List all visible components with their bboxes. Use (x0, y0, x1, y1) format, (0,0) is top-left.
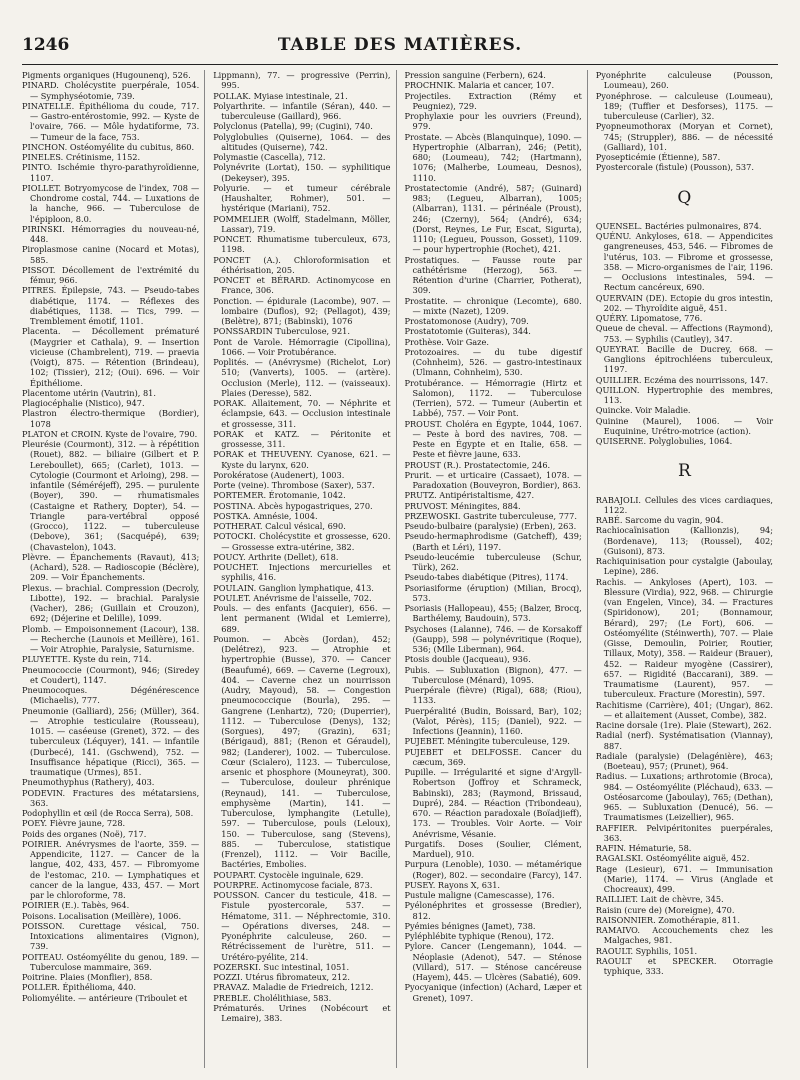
index-entry: Plastron électro-thermique (Bordier), 1078 (22, 408, 200, 429)
index-entry: POZZI. Utérus fibromateux, 212. (213, 972, 350, 982)
page-header (22, 30, 778, 60)
index-entry: Prophylaxie pour les ouvriers (Freund), 979. (404, 111, 582, 132)
index-entry: QUENSEL. Bactéries pulmonaires, 874. (595, 220, 762, 231)
index-entry: PODEVIN. Fractures des métatarsiens, 363. (22, 787, 200, 808)
index-entry: Radiale (paralysie) (Delagénière), 463; (Boeteau), 957; (Prunet), 964. (595, 750, 773, 771)
index-entry: PINTO. Ischémie thyro-parathyroïdienne, 1107. (22, 162, 200, 183)
index-entry: Pupille. — Irrégularité et signe d'Argyll-Robertson (Joffroy et Schrameck, Babinski), 283; (Raymond, Brissaud, Dupré), 284. — Réaction (Tribondeau), 670. — Réaction paradoxale (Boïadjieff), 173. — Troubles. Voir Aorte. — Voir Anévrisme, Vésanie. (404, 767, 582, 839)
index-entry: PORAK et KATZ. — Péritonite et grossesse, 311. (213, 428, 391, 449)
index-entry: Queue de cheval. — Affections (Raymond), 753. — Syphilis (Cautley), 347. (595, 323, 773, 344)
section-letter: R (677, 461, 691, 482)
index-entry: Rage (Lesieur), 671. — Immunisation (Marie), 1174. — Virus (Anglade et Chocreaux), 499. (595, 863, 773, 894)
index-entry: Protubérance. — Hémorragie (Hirtz et Salomon), 1172. — Tuberculose (Terrien), 572. — Tumeur (Aubertin et Labbé), 757. — Voir Pont. (404, 377, 582, 419)
index-entry: Pneumonie (Galliard), 256; (Müller), 364. — Atrophie testiculaire (Rousseau), 1015. — caséeuse (Grenet), 372. — des tuberculeux (Léquyer), 141. — infantile (Durbecé), 141. (Gschwend), 752. — Insuffisance hépatique (Ricci), 365. — traumatique (Urmes), 851. (22, 705, 200, 777)
header-rule (22, 64, 778, 65)
index-entry: RABAJOLI. Cellules des vices cardiaques, 1122. (595, 494, 773, 515)
index-entry: Pyonéphrose. — calculeuse (Loumeau), 189; (Tuffier et Desforses), 1175. — tuberculeuse (Carlier), 32. (595, 90, 773, 121)
index-entry: PIRINSKI. Hémorragies du nouveau-né, 448. (22, 223, 200, 244)
index-entry: Prostatiques. — Fausse route par cathétérisme (Herzog), 563. — Rétention d'urine (Charrier, Potherat), 309. (404, 254, 582, 296)
index-entry: QUÉRY. Lipomatose, 776. (595, 313, 703, 323)
index-entry: Rachiocaïnisation (Kallionzis), 94; (Bordenave), 113; (Roussel), 402; (Guisoni), 873. (595, 525, 773, 556)
index-entry: Podophyllin et œil (de Rocca Serra), 508. (22, 808, 194, 818)
index-entry: Polyarthrite. — infantile (Séran), 440. — tuberculeuse (Gaillard), 966. (213, 100, 391, 121)
index-entry: Plèvre. — Épanchements (Ravaut), 413; (Achard), 528. — Radioscopie (Béclère), 209. — Voir Épanchements. (22, 551, 200, 583)
index-entry: Lippmann), 77. — progressive (Perrin), 995. (213, 70, 391, 91)
index-entry: Prématurés. Urines (Nobécourt et Lemaire), 383. (213, 1002, 391, 1023)
index-entry: Pouls. — des enfants (Jacquier), 656. — lent permanent (Widal et Lemierre), 689. (213, 603, 391, 634)
index-entry: QUISERNE. Polyglobulies, 1064. (595, 436, 733, 446)
index-entry: Prothèse. Voir Gaze. (404, 336, 489, 347)
index-entry: Racine dorsale (1re). Plaie (Stewart), 262. (595, 720, 772, 730)
index-entry: PINCHON. Ostéomyélite du cubitus, 860. (22, 141, 195, 152)
index-entry: PREBLE. Cholélithiase, 583. (213, 992, 332, 1003)
index-entry: PROUST (R.). Prostatectomie, 246. (404, 459, 551, 470)
index-entry: Rachis. — Ankyloses (Apert), 103. — Blessure (Virdia), 922, 968. — Chirurgie (van Engelen, Vince), 34. — Fractures (Spiridonow), 201; (Bonnamour, Bérard), 297; (Le Fort), 606. — Ostéomyélite (Stéinwerth), 707. — Plaie (Gisse, Demoulin, Poirier, Routier, Tillaux, Moty), 358. — Raideur (Brauer), 452. — Raideur myogène (Cassirer), 657. — Rigidité (Baccarani), 389. — Traumatisme (Laurent), 957. — tuberculeux. Fracture (Morestin), 597. (595, 576, 773, 700)
index-entry: Poumon. — Abcès (Jordan), 452; (Delétrez), 923. — Atrophie et hypertrophie (Busse), 370. — Cancer (Beaufumé), 669. — Caverne (Legroux), 404. — Caverne chez un nourrisson (Audry, Mayoud), 58. — Congestion pneumococcique (Bourla), 295. — Gangrene (Lenhartz), 720; (Duperrier), 1112. — Tuberculose (Denys), 132; (Sorgues), 497; (Grazin), 631; (Bérigaud), 881; (Renon et Géraudel), 982; (Landerer), 1002. — Tuberculose. Cœur (Scialero), 1123. — Tuberculose, arsenic et phosphore (Mouneyrat), 300. — Tuberculose, douleur phrénique (Reynaud), 141. — Tuberculose, emphysème (Martin), 141. — Tuberculose, lymphangite (Letulle), 597. — Tuberculose, pouls (Leloux), 150. — Tuberculose, sang (Stevens), 885. — Tuberculose, statistique (Frenzel), 1112. — Voir Bacille, Bactéries, Embolies. (213, 633, 391, 870)
index-entry: POLLAK. Myiase intestinale, 21. (213, 90, 348, 101)
index-entry: Pont de Varole. Hémorragie (Cipollina), 1066. — Voir Protubérance. (213, 336, 391, 357)
index-entry: Porokératose (Audenert), 1003. (213, 469, 345, 480)
index-entry: PROCHNIK. Malaria et cancer, 107. (404, 80, 555, 91)
index-columns (22, 70, 778, 1068)
index-entry: POUSSON. Cancer du testicule, 418. — Fistule pyostercorale, 537. — Hématome, 311. — Néphrectomie, 310. — Opérations diverses, 248. — Pyonéphrite calculeuse, 260. — Rétrécissement de l'urètre, 511. — Urétéro-pyélite, 214. (213, 890, 391, 962)
running-title: TABLE DES MATIÈRES. (277, 35, 523, 55)
index-entry: POTOCKI. Cholécystite et grossesse, 620. — Grossesse extra-utérine, 382. (213, 531, 391, 552)
index-entry: Pyopneumothorax (Moryan et Cornet), 745; (Struppler), 886. — de nécessité (Galliard), 101. (595, 121, 773, 152)
index-entry: PORAK et THEUVENY. Cyanose, 621. — Kyste du larynx, 620. (213, 449, 391, 470)
index-entry: POULET. Anévrisme de l'aisselle, 702. (213, 592, 372, 603)
index-entry: PINATELLE. Épithélioma du coude, 717. — Gastro-entérostomie, 992. — Kyste de l'ovaire, 766. — Môle hydatiforme, 73. — Tumeur de la face, 753. (22, 100, 200, 142)
index-entry: Pneumococcie (Courmont), 946; (Siredey et Coudert), 1147. (22, 664, 200, 685)
index-entry: PINARD. Cholécystite puerpérale, 1054. — Symphyséotomie, 739. (22, 80, 200, 101)
index-entry: Quincke. Voir Maladie. (595, 405, 691, 416)
index-entry: Quinine (Maurel), 1006. — Voir Euquinine, Urétro-motrice (action). (595, 415, 773, 436)
index-entry: Rachiquinisation pour cystalgie (Jaboulay, Lepine), 286. (595, 556, 773, 577)
index-entry: Pseudo-tabes diabétique (Pitres), 1174. (404, 572, 569, 583)
index-entry: RAOULT. Syphilis, 1051. (595, 945, 698, 956)
index-entry: POLLER. Épithélioma, 440. (22, 982, 136, 993)
index-entry: Projectiles. Extraction (Rémy et Peugniez), 729. (404, 90, 582, 111)
index-entry: Prostatite. — chronique (Lecomte), 680. — mixte (Nazet), 1209. (404, 295, 582, 316)
index-entry: PUJEBET. Méningite tuberculeuse, 129. (404, 736, 570, 747)
index-entry: QUÉNU. Ankyloses, 618. — Appendicites gangreneuses, 453, 546. — Fibromes de l'utérus, 103. — Fibrome et grossesse, 358. — Micro-organismes de l'air, 1196. — Occlusions intestinales, 594. — Rectum cancéreux, 690. (595, 231, 773, 293)
page-number: 1246 (22, 35, 70, 55)
index-entry: RAOULT et SPECKER. Otorragie typhique, 333. (595, 955, 773, 976)
index-entry: QUILLON. Hypertrophie des membres, 113. (595, 384, 773, 405)
index-entry: Radial (nerf). Systématisation (Viannay), 887. (595, 730, 773, 751)
index-entry: Plagiocéphalie (Nistico), 947. (22, 398, 145, 408)
index-entry: POISSON. Curettage vésical, 750. Intoxications alimentaires (Vignon), 739. (22, 920, 200, 952)
index-column-3 (405, 70, 588, 1068)
index-entry: PUJEBET et DELFOSSE. Cancer du cæcum, 369. (404, 746, 582, 767)
index-entry: PRUVOST. Méningites, 884. (404, 500, 521, 511)
index-entry: Psoriasiforme (éruption) (Milian, Brocq), 573. (404, 582, 582, 603)
index-entry: POMMELIER (Wolff, Stadelmann, Möller, Lassar), 719. (213, 213, 391, 234)
index-entry: PONCET et BÉRARD. Actinomycose en France, 306. (213, 275, 391, 296)
index-entry: Pseudo-bulbaire (paralysie) (Erben), 263. (404, 521, 577, 531)
index-entry: PIOLLET. Botryomycose de l'index, 708 — Chondrome costal, 744. — Luxations de la hanche, 966. — Tuberculose de l'épiploon, 8.0. (22, 182, 200, 224)
index-entry: Protozoaires. — du tube digestif (Cohnheim), 526. — gastro-intestinaux (Ulmann, Cohnheim), 530. (404, 346, 582, 378)
index-entry: Porte (veine). Thrombose (Saxer), 537. (213, 480, 375, 490)
index-entry: Poitrine. Plaies (Monflier), 858. (22, 972, 153, 982)
index-entry: Piroplasmose canine (Nocard et Motas), 585. (22, 244, 200, 265)
index-entry: PORAK. Allaitement, 70. — Néphrite et éclampsie, 643. — Occlusion intestinale et grossesse, 311. (213, 398, 391, 429)
index-entry: Polyglobulies (Quiserne), 1064. — des altitudes (Quiserne), 742. (213, 131, 391, 152)
index-entry: Prurit. — et urticaire (Cassaet), 1078. — Paradoxation (Bouveyron, Bordier), 863. (404, 469, 582, 490)
index-entry: POEY. Fièvre jaune, 728. (22, 818, 126, 829)
index-entry: PISSOT. Décollement de l'extrémité du fémur, 966. (22, 264, 200, 285)
index-entry: Radius. — Luxations; arthrotomie (Broca), 984. — Ostéomyélite (Pléchaud), 633. — Ostéosarcome (Jaboulay), 765; (Dethan), 965. — Subluxation (Denucé), 56. — Traumatismes (Leizellier), 965. (595, 771, 773, 823)
index-entry: RAILLIET. Lait de chèvre, 345. (595, 894, 724, 905)
index-entry: Pyosepticémie (Étienne), 587. (595, 152, 721, 162)
index-entry: Pigments organiques (Hugounenq), 526. (22, 70, 191, 80)
index-entry: POUCY. Arthrite (Dellet), 618. (213, 551, 339, 562)
index-entry: POITEAU. Ostéomyélite du genou, 189. — Tuberculose mammaire, 369. (22, 951, 200, 972)
index-entry: Prostatectomie (André), 587; (Guinard) 983; (Legueu, Albarran), 1005; (Albarran), 1131. — périnéale (Proust), 246; (Czerny), 564; (André), 634; (Dorst, Reynes, Le Fur, Escat, Sigurta), 1110; (Legueu, Pousson, Gosset), 1109. — pour hypertrophie (Rochet), 421. (404, 182, 582, 255)
index-entry: Pneumothyphus (Rathery), 403. (22, 777, 155, 788)
index-entry: PITRES. Épilepsie, 743. — Pseudo-tabes diabétique, 1174. — Réflexes des diabétiques, 1138. — Tics, 799. — Tremblement émotif, 1101. (22, 285, 200, 326)
index-entry: Pustule maligne (Camescasse), 176. (404, 890, 555, 900)
index-entry: Plomb. — Empoisonnement (Lacour), 138. — Recherche (Launois et Meillère), 161. — Voir Atrophie, Paralysie, Saturnisme. (22, 623, 200, 654)
index-entry: Pyonéphrite calculeuse (Pousson, Loumeau), 260. (595, 70, 773, 91)
index-entry: Psoriasis (Hallopeau), 455; (Balzer, Brocq, Barthélemy, Baudouin), 573. (404, 603, 582, 624)
index-column-4 (596, 70, 778, 1068)
index-entry: Raisin (cure de) (Moreigne), 470. (595, 904, 735, 915)
index-entry: PORTEMER. Érotomanie, 1042. (213, 490, 346, 501)
index-entry: PRAVAZ. Maladie de Friedreich, 1212. (213, 982, 374, 993)
index-entry: PROUST. Choléra en Égypte, 1044, 1067. — Peste à bord des navires, 708. — Peste en Égypte et en Italie, 658. — Peste et fièvre jaune, 633. (404, 418, 582, 460)
section-letter: Q (677, 187, 692, 208)
index-column-2 (213, 70, 396, 1068)
index-entry: RAISONNIER. Zomothérapie, 811. (595, 914, 740, 925)
index-entry: PRZEWOSKI. Gastrite tuberculeuse, 777. (404, 510, 577, 521)
index-entry: Purpura (Lenoble), 1030. — métamérique (Roger), 802. — secondaire (Farcy), 147. (404, 859, 582, 880)
index-entry: Purgatifs. Doses (Soulier, Clément, Marduel), 910. (404, 838, 582, 859)
index-entry: Prostate. — Abcès (Blanquinque), 1090. — Hypertrophie (Albarran), 246; (Petit), 680; (Loumeau), 742; (Hartmann), 1076; (Malherbe, Loumeau, Desnos), 1110. (404, 131, 582, 183)
index-entry: Pyélonéphrites et grossesse (Bredier), 812. (404, 900, 582, 921)
index-entry: POZERSKI. Suc intestinal, 1051. (213, 961, 350, 972)
index-entry: Pseudo-leucémie tuberculeuse (Schur, Türk), 262. (404, 551, 582, 572)
index-entry: POIRIER (E.). Tabès, 964. (22, 900, 130, 911)
index-entry: Pneumocoques. Dégénérescence (Michaelis), 777. (22, 685, 200, 706)
index-entry: Pression sanguine (Ferbern), 624. (404, 70, 546, 80)
index-entry: RAFIN. Hématurie, 58. (595, 843, 692, 853)
index-entry: Pleurésie (Courmont), 312. — à répétition (Rouet), 882. — biliaire (Gilbert et P. Lereboullet), 665; (Carlet), 1013. — Cytologie (Courmont et Arloing), 298. — infantile (Séméréjeff), 295. — purulente (Boyer), 390. — rhumatismales (Castaigne et Rathery, Dopter), 54. — Triangle para-vertébral opposé (Grocco), 1122. — tuberculeuse (Debove), 361; (Sacquépé), 639; (Chavastelon), 1043. (22, 439, 200, 552)
index-entry: Plexus. — brachial. Compression (Decroly, Libotte), 192. — brachial. Paralysie (Vacher), 286; (Guillain et Crouzon), 692; (Déjerine et Delille), 1099. (22, 582, 200, 624)
index-entry: Puerpérale (fièvre) (Rigal), 688; (Riou), 1133. (404, 685, 582, 706)
index-entry: Pyléphlébite typhique (Renou), 172. (404, 931, 554, 941)
index-entry: RAMAIVO. Accouchements chez les Malgaches, 981. (595, 925, 773, 946)
index-entry: PUSEY. Rayons X, 631. (404, 879, 501, 890)
index-entry: POULAIN. Ganglion lymphatique, 413. (213, 582, 374, 593)
index-entry: POIRIER. Anévrysmes de l'aorte, 359. — Appendicite, 1127. — Cancer de la langue, 402, 433, 457. — Fibromyome de l'estomac, 210. — Lymphatiques et cancer de la langue, 433, 457. — Mort par le chloroforme, 78. (22, 838, 200, 900)
index-entry: Psychoses (Lalanne), 746. — de Korsakoff (Gaupp), 598 — polynévritique (Roque), 536; (Mlle Liberman), 964. (404, 623, 582, 654)
index-entry: Placentome utérin (Vautrin), 81. (22, 387, 156, 398)
index-entry: Pubis. — Subluxation (Bignon), 477. — Tuberculose (Ménard), 1095. (404, 664, 582, 685)
index-entry: Polyclonus (Patella), 99; (Cugini), 740. (213, 121, 373, 132)
index-entry: PRUTZ. Antipéristaltisme, 427. (404, 490, 535, 501)
index-entry: PONSSARDIN Tuberculose, 921. (213, 326, 350, 337)
index-entry: Poisons. Localisation (Meillère), 1006. (22, 910, 182, 921)
index-entry: Pyocyanique (infection) (Achard, Læper et Grenet), 1097. (404, 982, 582, 1003)
index-entry: Pyémies bénignes (Jamet), 738. (404, 920, 536, 931)
index-entry: PONCET. Rhumatisme tuberculeux, 673, 1198. (213, 234, 391, 255)
index-entry: QUERVAIN (DE). Ectopie du gros intestin, 202. — Thyroïdite aiguë, 451. (595, 292, 773, 313)
index-entry: Puerpéralité (Budin, Boissard, Bar), 102; (Valot, Pérès), 115; (Daniel), 922. — Infections (Jeannin), 1160. (404, 705, 582, 736)
index-entry: RABÉ. Sarcome du vagin, 904. (595, 515, 724, 525)
index-entry: POSTKA. Amnésie, 1004. (213, 510, 318, 521)
index-entry: QUEYRAT. Bacille de Ducrey, 668. — Ganglions épitrochléens tuberculeux, 1197. (595, 343, 773, 375)
index-entry: Pylore. Cancer (Lengemann), 1044. — Néoplasie (Adenot), 547. — Sténose (Villard), 517. — Sténose cancéreuse (Hayem), 445. — Ulcères (Sabatié), 609. (404, 941, 582, 982)
index-column-1 (22, 70, 205, 1068)
index-entry: Poplités. — (Anévrysme) (Richelot, Lor) 510; (Vanverts), 1005. — (artère). Occlusion (Merle), 112. — (vaisseaux). Plaies (Deresse), 582. (213, 357, 391, 398)
index-entry: Polymastie (Cascella), 712. (213, 152, 326, 162)
index-entry: PONCET (A.). Chloroformisation et éthérisation, 205. (213, 254, 391, 275)
index-entry: RAFFIER. Pelvipéritonites puerpérales, 363. (595, 822, 773, 843)
index-entry: POURPRE. Actinomycose faciale, 873. (213, 879, 373, 890)
index-entry: POTHERAT. Calcul vésical, 690. (213, 521, 346, 531)
index-entry: PLUYETTE. Kyste du rein, 714. (22, 654, 152, 665)
index-entry: QUILLIER. Eczéma des nourrissons, 147. (595, 374, 769, 385)
index-entry: Pyostercorale (fistule) (Pousson), 537. (595, 162, 754, 173)
index-entry: Ponction. — épidurale (Lacombe), 907. — lombaire (Duflos), 92; (Pellagot), 439; (Belètre), 871; (Babinski), 1076 (213, 295, 391, 326)
index-entry: Poids des organes (Noë), 717. (22, 828, 147, 839)
index-entry: Prostatomonose (Audry), 709. (404, 316, 529, 326)
index-entry: PLATON et CROIN. Kyste de l'ovaire, 790. (22, 428, 198, 439)
index-entry: RAGALSKI. Ostéomyélite aiguë, 452. (595, 853, 750, 864)
index-entry: Polyurie. — et tumeur cérébrale (Haushalter, Rohmer), 501. — hystérique (Mariani), 752. (213, 182, 391, 214)
index-entry: Polynévrite (Lortat), 150. — syphilitique (Dekeyser), 395. (213, 162, 391, 183)
index-entry: POSTINA. Abcès hypogastriques, 270. (213, 500, 373, 511)
index-entry: Placenta. — Décollement prématuré (Maygrier et Cathala), 9. — Insertion vicieuse (Chambrelent), 719. — praevia (Voigt), 875. — Rétention (Brindeau), 102; (Tissier), 212; (Oui). 696. — Voir Épithéliome. (22, 326, 200, 388)
index-entry: Pseudo-hermaphrodisme (Gatcheff), 439; (Barth et Léri), 1197. (404, 531, 582, 552)
index-entry: POUCHET. Injections mercurielles et syphilis, 416. (213, 562, 391, 583)
index-entry: Ptosis double (Jacqueau), 936. (404, 654, 531, 665)
index-entry: Prostatotomie (Guiteras), 344. (404, 326, 531, 337)
index-entry: Rachitisme (Carrière), 401; (Ungar), 862. — et allaitement (Ausset, Combe), 382. (595, 699, 773, 720)
index-entry: PINELES. Crétinisme, 1152. (22, 152, 141, 162)
index-entry: POUPART. Cystocèle inguinale, 629. (213, 869, 364, 880)
index-entry: Poliomyélite. — antérieure (Triboulet et (22, 992, 188, 1003)
